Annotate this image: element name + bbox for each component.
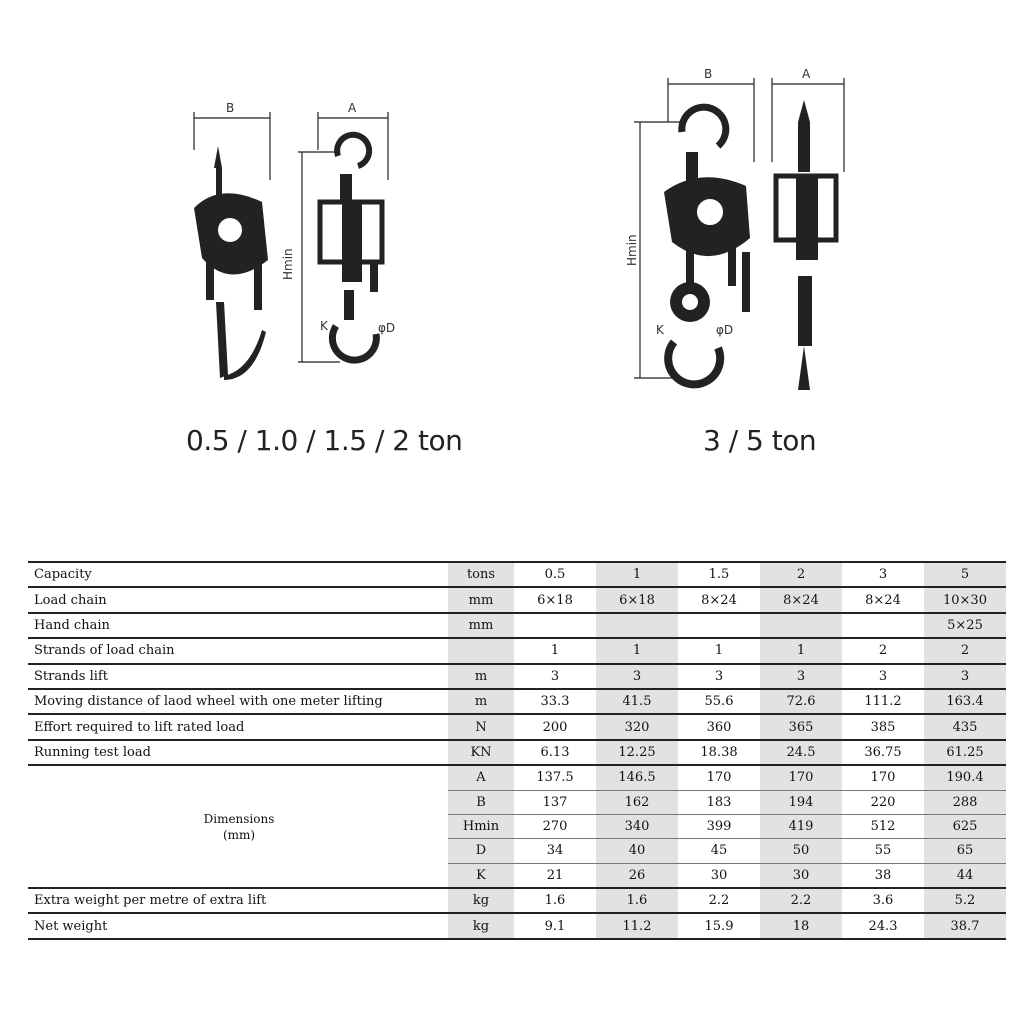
cell-value: 419 <box>760 814 842 838</box>
cell-value: 183 <box>678 790 760 814</box>
cell-value: 0.5 <box>514 562 596 587</box>
right-dim-k-label: K <box>656 323 664 337</box>
cell-value: 1.6 <box>514 888 596 913</box>
cell-value: 200 <box>514 714 596 739</box>
cell-value: 6.13 <box>514 740 596 765</box>
cell-value: 5 <box>924 562 1006 587</box>
row-unit: N <box>448 714 514 739</box>
cell-value: 44 <box>924 863 1006 888</box>
cell-value: 320 <box>596 714 678 739</box>
caption-small-hoist: 0.5 / 1.0 / 1.5 / 2 ton <box>186 424 463 457</box>
cell-value <box>842 613 924 638</box>
cell-value: 137.5 <box>514 765 596 790</box>
table-row-moving-distance <box>28 689 1006 714</box>
cell-value: 1 <box>596 638 678 663</box>
cell-value: 190.4 <box>924 765 1006 790</box>
row-label: Strands lift <box>28 664 448 689</box>
cell-value <box>760 613 842 638</box>
dim-name: K <box>448 863 514 888</box>
row-unit: m <box>448 664 514 689</box>
cell-value: 1 <box>514 638 596 663</box>
row-unit: mm <box>448 587 514 612</box>
cell-value: 8×24 <box>842 587 924 612</box>
cell-value: 270 <box>514 814 596 838</box>
left-dim-hmin-label: Hmin <box>281 248 295 280</box>
cell-value: 137 <box>514 790 596 814</box>
cell-value: 3 <box>842 664 924 689</box>
cell-value: 3 <box>924 664 1006 689</box>
hoist-drawing-small <box>180 90 420 390</box>
cell-value: 38 <box>842 863 924 888</box>
row-unit: m <box>448 689 514 714</box>
cell-value: 24.3 <box>842 913 924 938</box>
cell-value: 360 <box>678 714 760 739</box>
table-row-hand-chain <box>28 613 1006 638</box>
row-unit <box>448 638 514 663</box>
cell-value: 385 <box>842 714 924 739</box>
cell-value: 8×24 <box>678 587 760 612</box>
table-row-test-load <box>28 740 1006 765</box>
row-unit: tons <box>448 562 514 587</box>
cell-value: 1 <box>596 562 678 587</box>
cell-value: 512 <box>842 814 924 838</box>
cell-value: 2 <box>842 638 924 663</box>
cell-value: 365 <box>760 714 842 739</box>
cell-value <box>678 613 760 638</box>
caption-large-hoist: 3 / 5 ton <box>703 424 817 457</box>
cell-value: 38.7 <box>924 913 1006 938</box>
cell-value: 163.4 <box>924 689 1006 714</box>
cell-value: 170 <box>842 765 924 790</box>
cell-value: 288 <box>924 790 1006 814</box>
cell-value: 194 <box>760 790 842 814</box>
row-label: Moving distance of laod wheel with one meter lifting <box>28 689 448 714</box>
row-label: Hand chain <box>28 613 448 638</box>
dimensions-label: Dimensions <box>203 811 275 826</box>
cell-value: 30 <box>678 863 760 888</box>
table-row-capacity <box>28 562 1006 587</box>
row-unit: kg <box>448 913 514 938</box>
table-row-dim-a <box>28 765 1006 790</box>
cell-value: 12.25 <box>596 740 678 765</box>
cell-value: 3 <box>842 562 924 587</box>
cell-value <box>596 613 678 638</box>
cell-value: 2 <box>924 638 1006 663</box>
cell-value: 30 <box>760 863 842 888</box>
cell-value: 6×18 <box>514 587 596 612</box>
cell-value: 18 <box>760 913 842 938</box>
cell-value: 220 <box>842 790 924 814</box>
row-label: Strands of load chain <box>28 638 448 663</box>
right-dim-b-label: B <box>704 67 713 81</box>
cell-value: 40 <box>596 839 678 863</box>
cell-value: 162 <box>596 790 678 814</box>
right-dim-a-label: A <box>802 67 811 81</box>
cell-value: 3.6 <box>842 888 924 913</box>
cell-value: 11.2 <box>596 913 678 938</box>
cell-value: 2.2 <box>760 888 842 913</box>
dimensions-unit-note: (mm) <box>222 827 256 842</box>
table-row-net-weight <box>28 913 1006 938</box>
cell-value: 55 <box>842 839 924 863</box>
cell-value: 18.38 <box>678 740 760 765</box>
cell-value: 65 <box>924 839 1006 863</box>
row-label: Running test load <box>28 740 448 765</box>
cell-value: 50 <box>760 839 842 863</box>
cell-value: 10×30 <box>924 587 1006 612</box>
cell-value: 111.2 <box>842 689 924 714</box>
cell-value: 6×18 <box>596 587 678 612</box>
table-row-load-chain <box>28 587 1006 612</box>
cell-value: 5×25 <box>924 613 1006 638</box>
cell-value: 2.2 <box>678 888 760 913</box>
cell-value: 36.75 <box>842 740 924 765</box>
cell-value: 170 <box>760 765 842 790</box>
cell-value: 1 <box>760 638 842 663</box>
table-row-extra-weight <box>28 888 1006 913</box>
cell-value: 34 <box>514 839 596 863</box>
left-dim-b-label: B <box>226 101 235 115</box>
table-row-effort <box>28 714 1006 739</box>
spec-table <box>28 561 1006 940</box>
row-label: Net weight <box>28 913 448 938</box>
row-label: Capacity <box>28 562 448 587</box>
cell-value: 3 <box>596 664 678 689</box>
cell-value: 1.6 <box>596 888 678 913</box>
dim-name: Hmin <box>448 814 514 838</box>
cell-value: 72.6 <box>760 689 842 714</box>
cell-value: 170 <box>678 765 760 790</box>
dim-name: A <box>448 765 514 790</box>
cell-value: 5.2 <box>924 888 1006 913</box>
cell-value <box>514 613 596 638</box>
cell-value: 55.6 <box>678 689 760 714</box>
row-unit: KN <box>448 740 514 765</box>
row-label: Effort required to lift rated load <box>28 714 448 739</box>
cell-value: 1.5 <box>678 562 760 587</box>
cell-value: 21 <box>514 863 596 888</box>
left-dim-a-label: A <box>348 101 357 115</box>
cell-value: 2 <box>760 562 842 587</box>
cell-value: 340 <box>596 814 678 838</box>
row-label: Load chain <box>28 587 448 612</box>
cell-value: 61.25 <box>924 740 1006 765</box>
cell-value: 435 <box>924 714 1006 739</box>
cell-value: 9.1 <box>514 913 596 938</box>
row-label: Extra weight per metre of extra lift <box>28 888 448 913</box>
cell-value: 33.3 <box>514 689 596 714</box>
dimensions-label-cell <box>28 765 448 888</box>
right-dim-d-label: φD <box>716 323 734 337</box>
dim-name: B <box>448 790 514 814</box>
cell-value: 15.9 <box>678 913 760 938</box>
cell-value: 399 <box>678 814 760 838</box>
cell-value: 24.5 <box>760 740 842 765</box>
table-row-strands-lift <box>28 664 1006 689</box>
hoist-drawing-large <box>620 62 860 402</box>
cell-value: 3 <box>760 664 842 689</box>
cell-value: 26 <box>596 863 678 888</box>
dim-name: D <box>448 839 514 863</box>
left-dim-k-label: K <box>320 319 328 333</box>
cell-value: 8×24 <box>760 587 842 612</box>
cell-value: 625 <box>924 814 1006 838</box>
left-dim-d-label: φD <box>378 321 396 335</box>
cell-value: 3 <box>678 664 760 689</box>
table-row-strands-load-chain <box>28 638 1006 663</box>
cell-value: 45 <box>678 839 760 863</box>
row-unit: kg <box>448 888 514 913</box>
row-unit: mm <box>448 613 514 638</box>
cell-value: 1 <box>678 638 760 663</box>
cell-value: 146.5 <box>596 765 678 790</box>
cell-value: 3 <box>514 664 596 689</box>
right-dim-hmin-label: Hmin <box>625 234 639 266</box>
cell-value: 41.5 <box>596 689 678 714</box>
